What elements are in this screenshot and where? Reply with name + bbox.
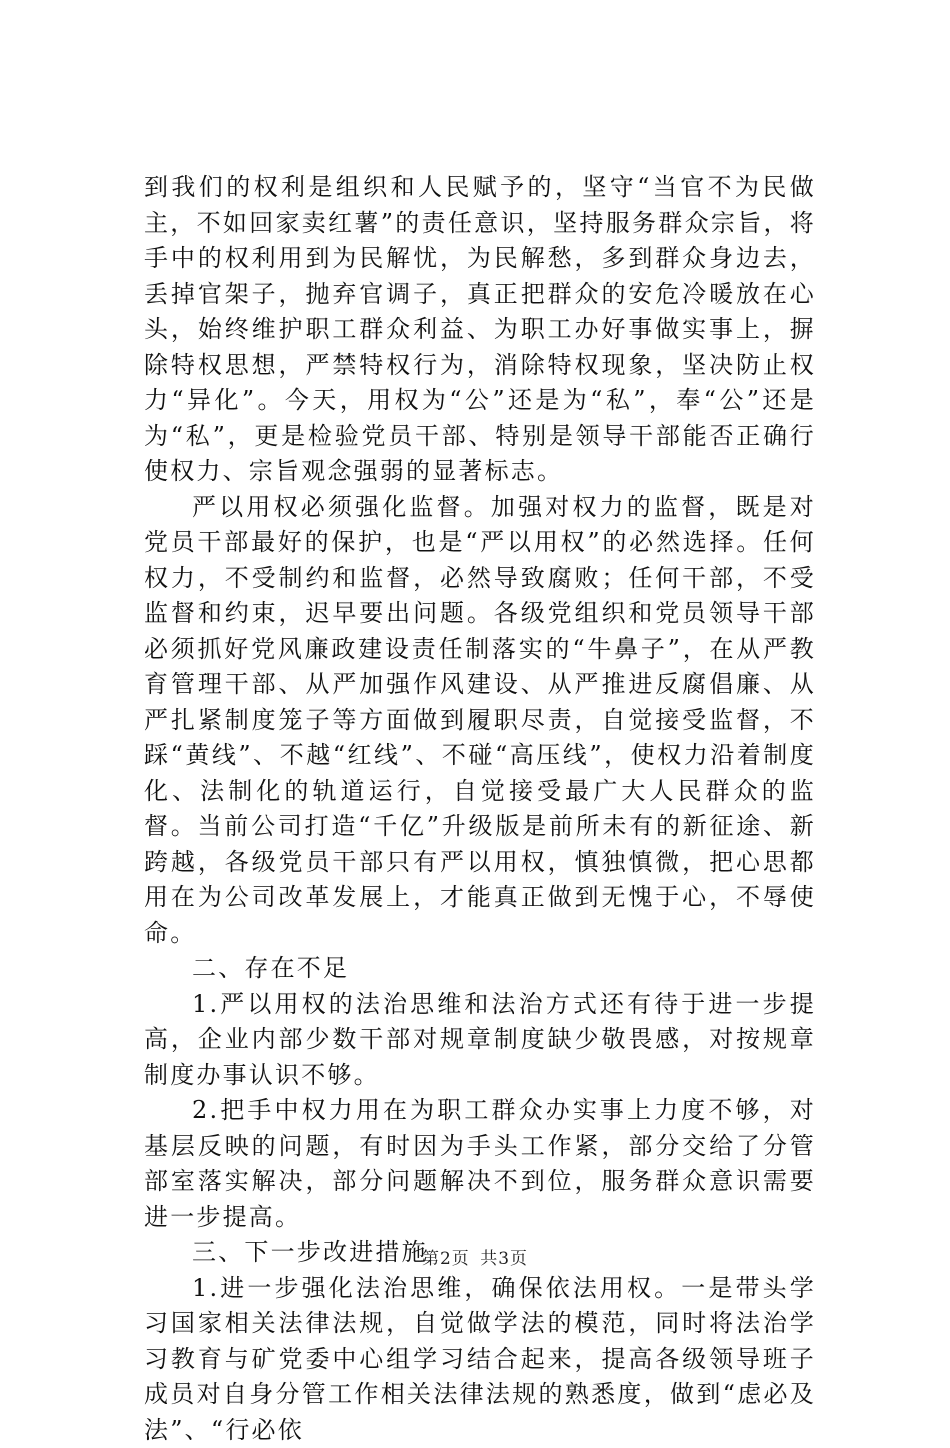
section-heading-improvements: 三、下一步改进措施 (144, 1235, 816, 1271)
shortcoming-item-2: 2.把手中权力用在为职工群众办实事上力度不够，对基层反映的问题，有时因为手头工作紧，部分交给了分管部室落实解决，部分问题解决不到位，服务群众意识需要进一步提高。 (144, 1093, 816, 1235)
shortcoming-item-1: 1.严以用权的法治思维和法治方式还有待于进一步提高，企业内部少数干部对规章制度缺少敬畏感，对按规章制度办事认识不够。 (144, 987, 816, 1094)
improvement-item-1: 1.进一步强化法治思维，确保依法用权。一是带头学习国家相关法律法规，自觉做学法的模范，同时将法治学习教育与矿党委中心组学习结合起来，提高各级领导班子成员对自身分管工作相关法律法规的熟悉度，做到“虑必及法”、“行必依 (144, 1271, 816, 1448)
paragraph-2: 严以用权必须强化监督。加强对权力的监督，既是对党员干部最好的保护，也是“严以用权”的必然选择。任何权力，不受制约和监督，必然导致腐败；任何干部，不受监督和约束，迟早要出问题。各级党组织和党员领导干部必须抓好党风廉政建设责任制落实的“牛鼻子”，在从严教育管理干部、从严加强作风建设、从严推进反腐倡廉、从严扎紧制度笼子等方面做到履职尽责，自觉接受监督，不踩“黄线”、不越“红线”、不碰“高压线”，使权力沿着制度化、法制化的轨道运行，自觉接受最广大人民群众的监督。当前公司打造“千亿”升级版是前所未有的新征途、新跨越，各级党员干部只有严以用权，慎独慎微，把心思都用在为公司改革发展上，才能真正做到无愧于心，不辱使命。 (144, 490, 816, 952)
page-total: 共3页 (480, 1249, 528, 1269)
section-heading-shortcomings: 二、存在不足 (144, 951, 816, 987)
page-footer (0, 1244, 950, 1269)
paragraph-1: 到我们的权利是组织和人民赋予的，坚守“当官不为民做主，不如回家卖红薯”的责任意识，坚持服务群众宗旨，将手中的权利用到为民解忧，为民解愁，多到群众身边去，丢掉官架子，抛弃官调子，真正把群众的安危冷暖放在心头，始终维护职工群众利益、为职工办好事做实事上，摒除特权思想，严禁特权行为，消除特权现象，坚决防止权力“异化”。今天，用权为“公”还是为“私”，奉“公”还是为“私”，更是检验党员干部、特别是领导干部能否正确行使权力、宗旨观念强弱的显著标志。 (144, 170, 816, 490)
page-number: 第2页 (422, 1249, 470, 1269)
